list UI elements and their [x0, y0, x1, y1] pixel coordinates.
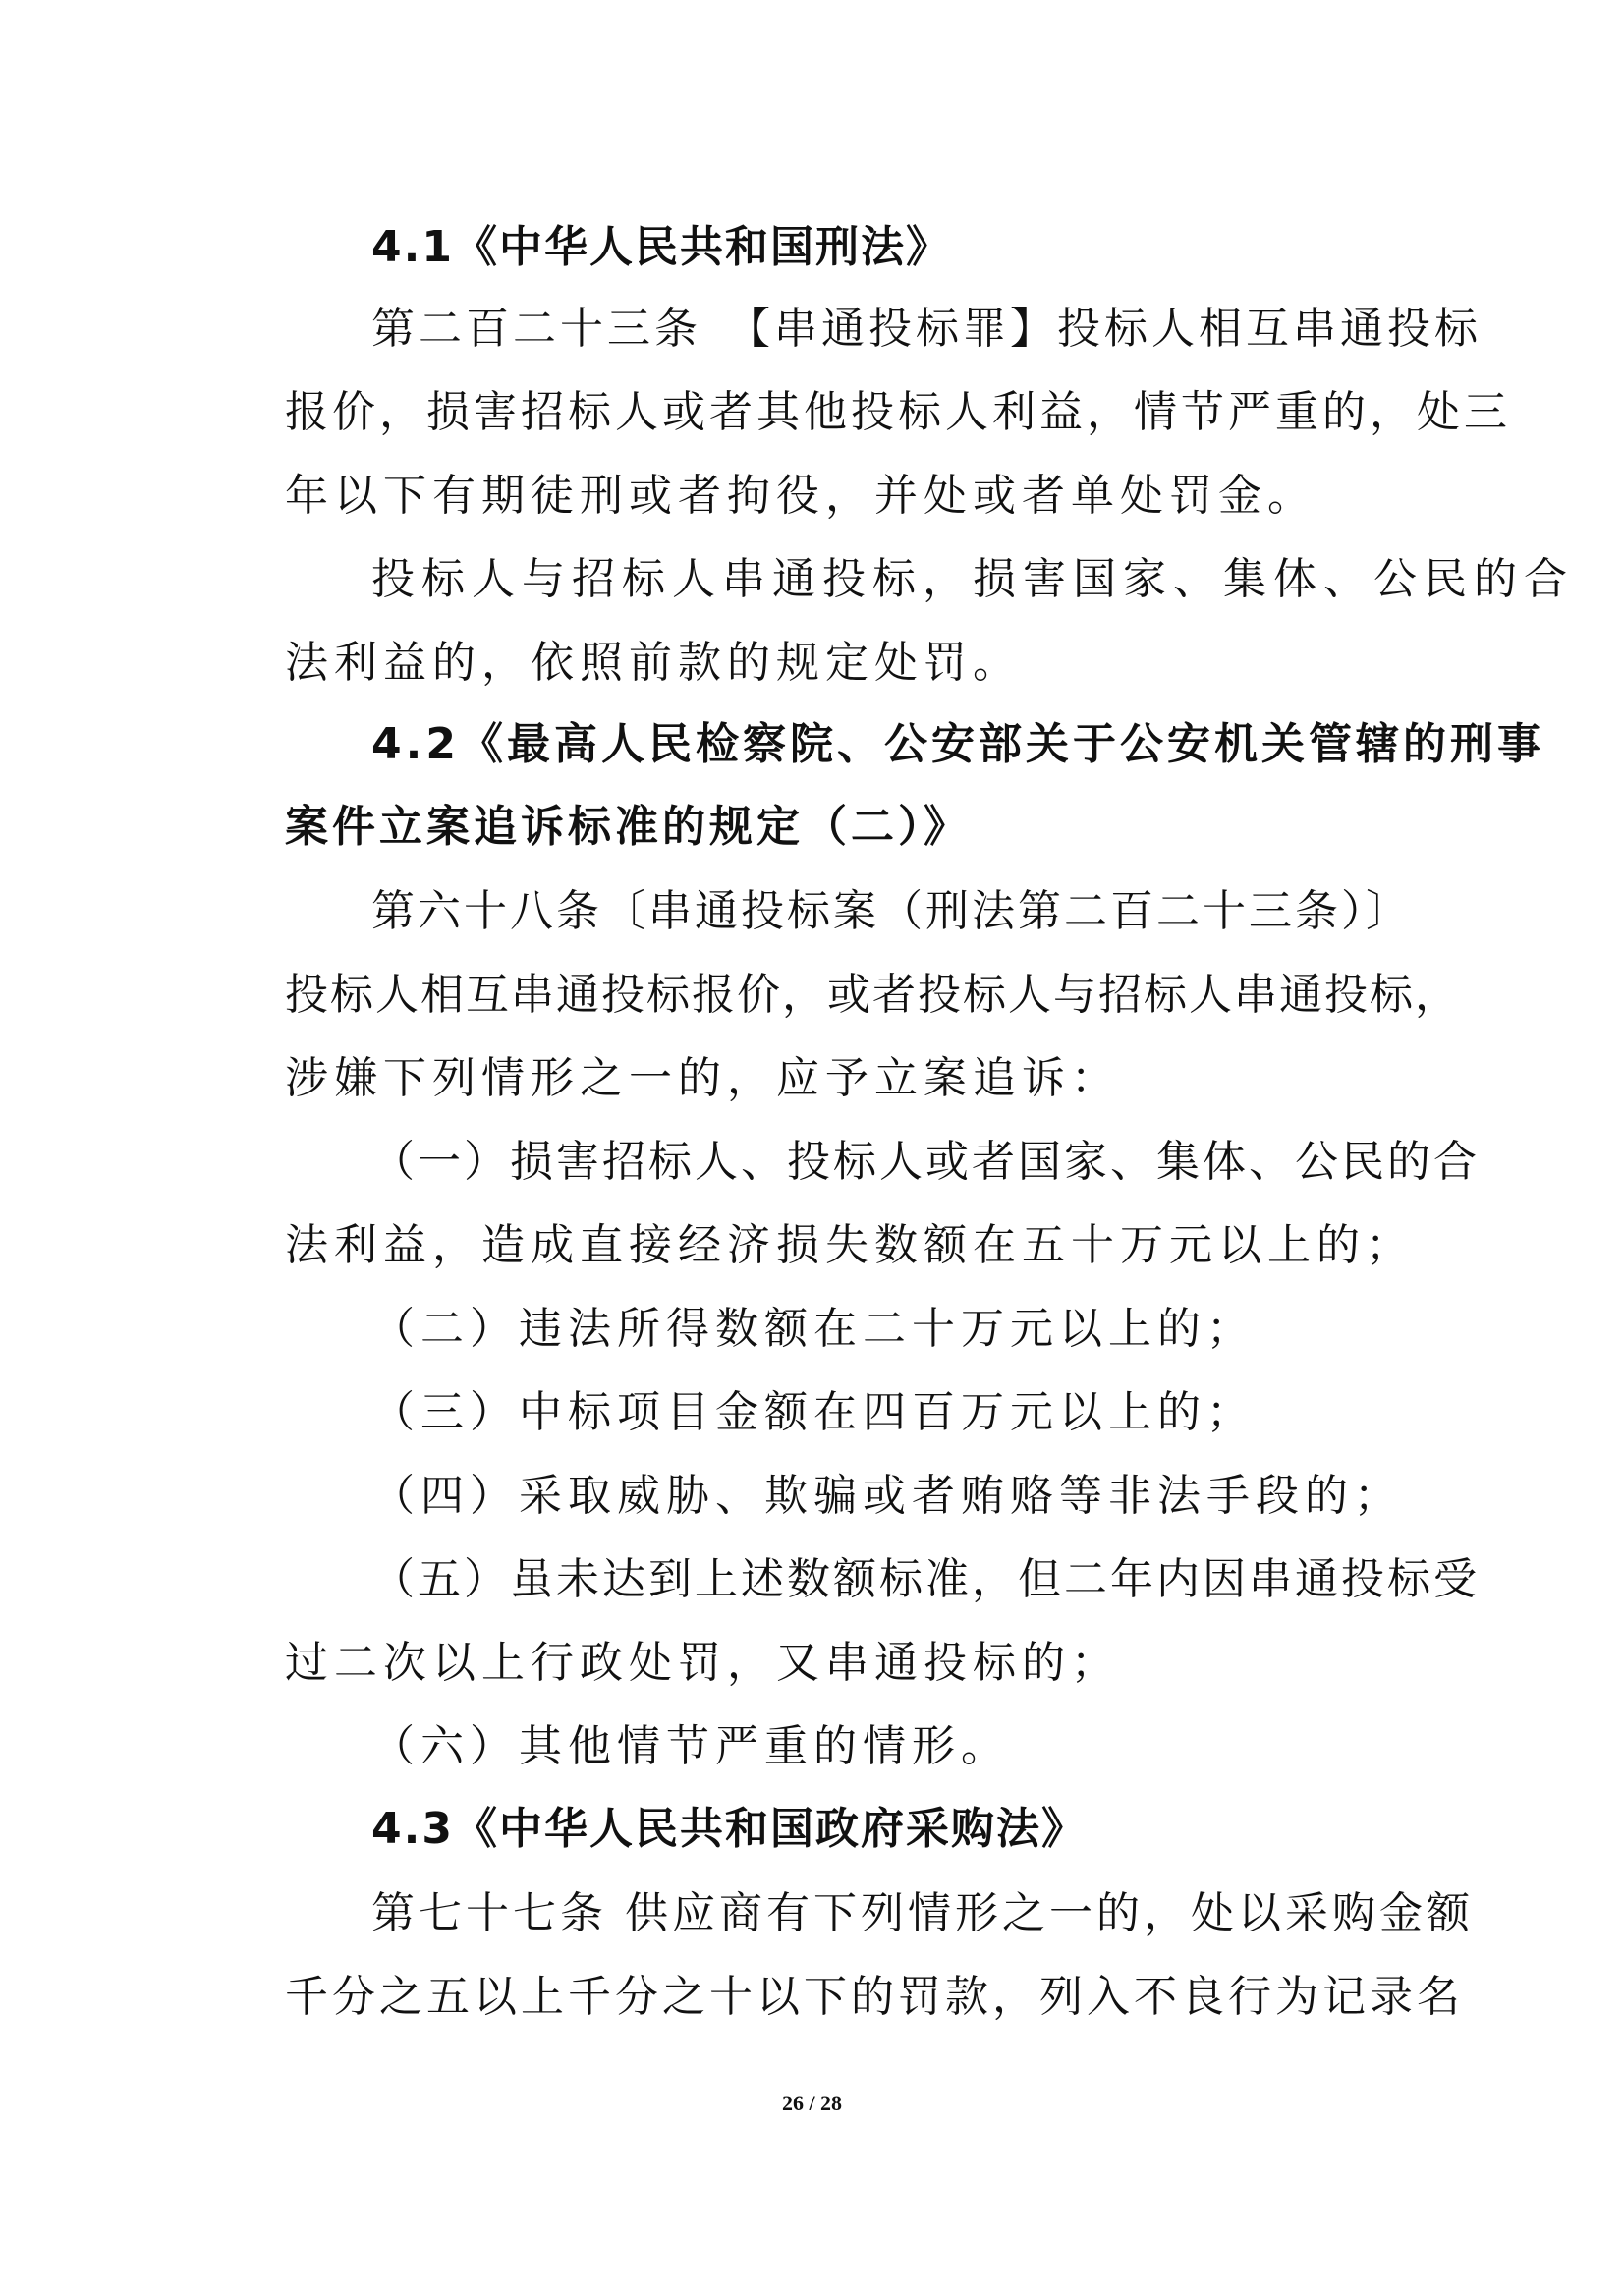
list-item-line: （一）损害招标人、投标人或者国家、集体、公民的合 — [371, 1137, 1480, 1187]
paragraph-line: 报价，损害招标人或者其他投标人利益，情节严重的，处三 — [285, 387, 1511, 437]
list-item-line: 过二次以上行政处罚，又串通投标的； — [285, 1638, 1120, 1688]
paragraph-line: 第六十八条〔串通投标案（刑法第二百二十三条）〕 — [371, 886, 1412, 936]
page-number: 26 / 28 — [781, 2091, 843, 2115]
paragraph-line: 第二百二十三条 【串通投标罪】投标人相互串通投标 — [371, 304, 1482, 354]
paragraph-line: 年以下有期徒刑或者拘役，并处或者单处罚金。 — [285, 471, 1316, 521]
paragraph-line: 涉嫌下列情形之一的，应予立案追诉： — [285, 1053, 1120, 1103]
paragraph-line: 投标人相互串通投标报价，或者投标人与招标人串通投标， — [285, 970, 1460, 1020]
section-heading-4-3: 4.3《中华人民共和国政府采购法》 — [371, 1804, 1087, 1854]
paragraph-line: 法利益的，依照前款的规定处罚。 — [285, 638, 1022, 688]
list-item-line: （五）虽未达到上述数额标准，但二年内因串通投标受 — [371, 1554, 1480, 1604]
paragraph-line: 千分之五以上千分之十以下的罚款，列入不良行为记录名 — [285, 1972, 1464, 2022]
section-heading-4-2: 4.2《最高人民检察院、公安部关于公安机关管辖的刑事 — [371, 719, 1544, 769]
paragraph-line: 第七十七条 供应商有下列情形之一的，处以采购金额 — [371, 1888, 1474, 1938]
list-item: （六）其他情节严重的情形。 — [371, 1721, 1010, 1771]
list-item: （二）违法所得数额在二十万元以上的； — [371, 1304, 1256, 1354]
list-item-line: 法利益，造成直接经济损失数额在五十万元以上的； — [285, 1220, 1415, 1270]
paragraph-line: 投标人与招标人串通投标，损害国家、集体、公民的合 — [371, 554, 1574, 604]
section-heading-4-1: 4.1《中华人民共和国刑法》 — [371, 222, 951, 272]
list-item: （三）中标项目金额在四百万元以上的； — [371, 1387, 1256, 1437]
section-heading-4-2-cont: 案件立案追诉标准的规定（二）》 — [285, 802, 971, 852]
list-item: （四）采取威胁、欺骗或者贿赂等非法手段的； — [371, 1471, 1403, 1521]
